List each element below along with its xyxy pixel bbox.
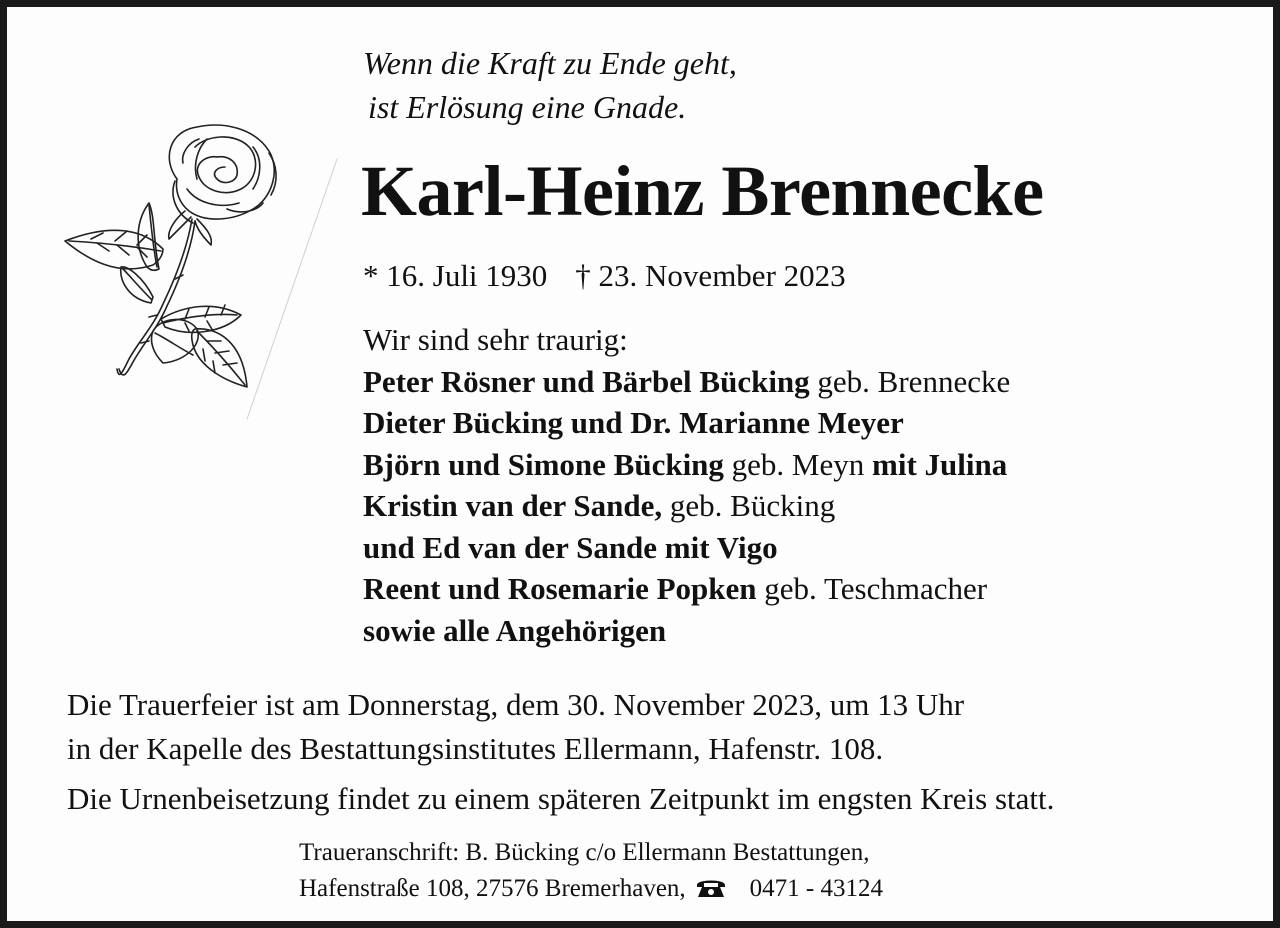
mourner-name: sowie alle Angehörigen bbox=[363, 612, 667, 648]
mourner-name: und Ed van der Sande mit Vigo bbox=[363, 529, 778, 565]
mourners-list bbox=[363, 319, 1010, 651]
mourners-intro: Wir sind sehr traurig: bbox=[363, 322, 628, 357]
address-line bbox=[299, 871, 883, 907]
birth-date: * 16. Juli 1930 bbox=[363, 258, 548, 293]
mourning-address bbox=[299, 835, 883, 907]
mourner-name: mit Julina bbox=[872, 446, 1008, 482]
death-date: † 23. November 2023 bbox=[575, 258, 846, 293]
mourner-name: Björn und Simone Bücking bbox=[363, 446, 724, 482]
epigraph-line: Wenn die Kraft zu Ende geht, bbox=[363, 45, 737, 81]
epigraph-line: ist Erlösung eine Gnade. bbox=[368, 89, 687, 125]
mourner-line bbox=[363, 402, 1010, 444]
mourner-line bbox=[363, 527, 1010, 569]
mourner-name: Peter Rösner und Bärbel Bücking bbox=[363, 363, 810, 399]
deceased-name: Karl-Heinz Brennecke bbox=[361, 151, 1044, 231]
life-dates bbox=[363, 253, 846, 299]
phone-number: 0471 - 43124 bbox=[749, 875, 883, 902]
mourner-name: Kristin van der Sande, bbox=[363, 488, 663, 523]
service-line: Die Trauerfeier ist am Donnerstag, dem 30. November 2023, um 13 Uhr bbox=[67, 687, 965, 722]
service-line: in der Kapelle des Bestattungsinstitutes Ellermann, Hafenstr. 108. bbox=[67, 731, 884, 766]
rose-icon bbox=[57, 119, 347, 429]
service-info bbox=[67, 683, 1054, 821]
mourner-note: geb. Brennecke bbox=[809, 363, 1011, 399]
mourner-name: Reent und Rosemarie Popken bbox=[363, 571, 757, 606]
mourner-line bbox=[363, 444, 1010, 486]
mourner-line bbox=[363, 361, 1010, 403]
mourner-note: geb. Bücking bbox=[662, 488, 836, 523]
mourner-name: Dieter Bücking und Dr. Marianne Meyer bbox=[363, 405, 904, 440]
address-street: Hafenstraße 108, 27576 Bremerhaven, bbox=[299, 875, 686, 902]
mourner-line bbox=[363, 568, 1010, 610]
mourner-note: geb. Meyn bbox=[723, 446, 873, 482]
mourner-line bbox=[363, 610, 1010, 652]
mourner-note: geb. Teschmacher bbox=[756, 571, 988, 606]
address-line: Traueranschrift: B. Bücking c/o Ellermann Bestattungen, bbox=[299, 839, 870, 866]
mourner-line bbox=[363, 485, 1010, 527]
urn-burial-line: Die Urnenbeisetzung findet zu einem späteren Zeitpunkt im engsten Kreis statt. bbox=[67, 781, 1055, 816]
telephone-icon bbox=[694, 876, 728, 898]
epigraph bbox=[363, 41, 737, 129]
